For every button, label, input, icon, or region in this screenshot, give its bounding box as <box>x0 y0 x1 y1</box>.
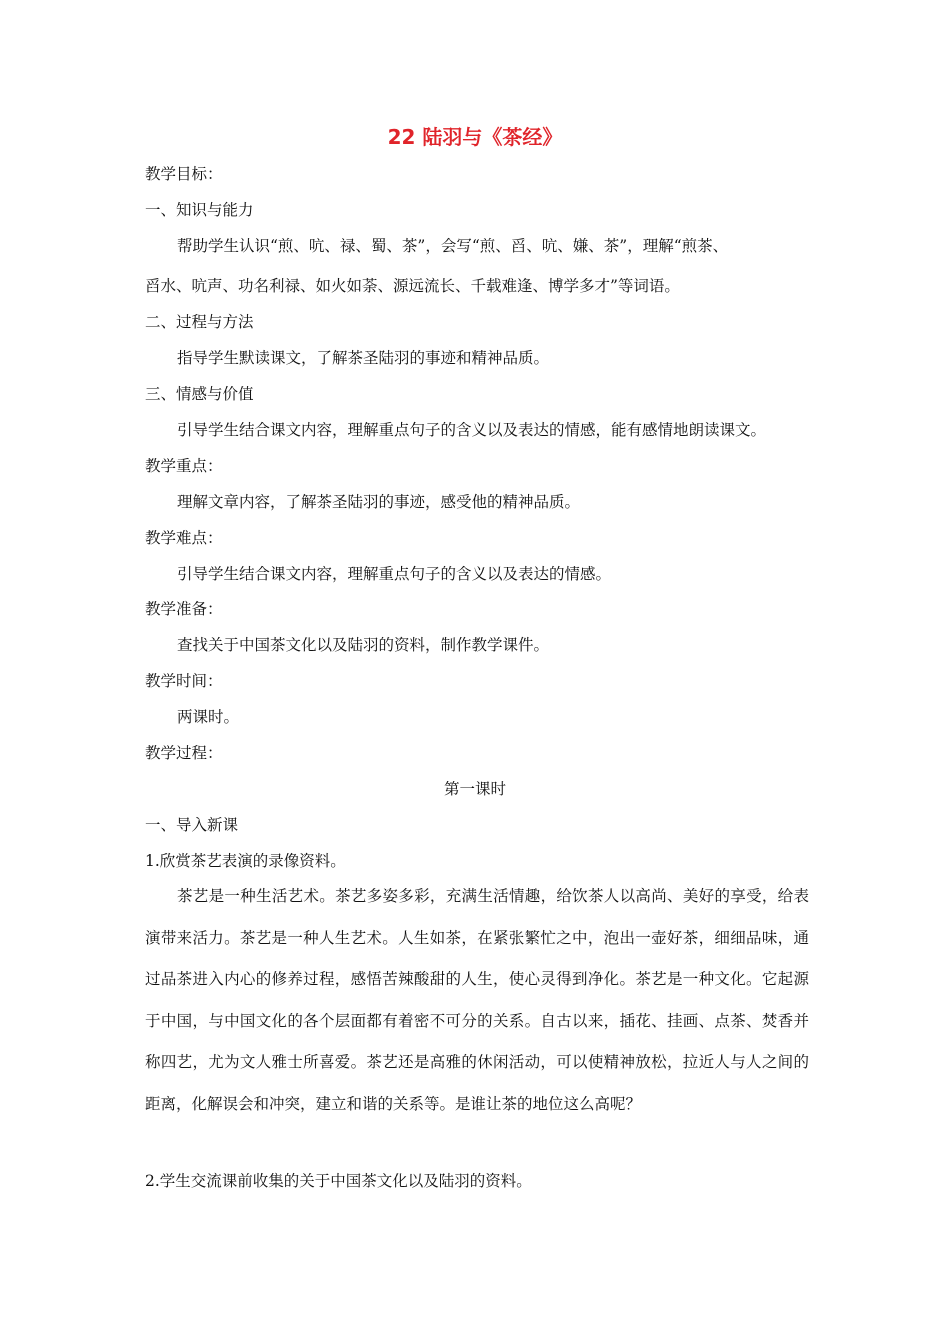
time-text: 两课时。 <box>177 708 240 726</box>
emotion-text: 引导学生结合课文内容，理解重点句子的含义以及表达的情感，能有感情地朗读课文。 <box>177 421 767 439</box>
procedure-heading: 教学过程： <box>145 744 223 762</box>
step-1: 1.欣赏茶艺表演的录像资料。 <box>145 852 346 870</box>
time-heading: 教学时间： <box>145 672 223 690</box>
process-text: 指导学生默读课文，了解茶圣陆羽的事迹和精神品质。 <box>177 349 550 367</box>
key-points-heading: 教学重点： <box>145 457 223 475</box>
objectives-heading: 教学目标： <box>145 165 223 183</box>
key-points-text: 理解文章内容，了解茶圣陆羽的事迹，感受他的精神品质。 <box>177 493 581 511</box>
preparation-heading: 教学准备： <box>145 600 223 618</box>
knowledge-text-line1: 帮助学生认识“煎、吭、禄、蜀、茶”，会写“煎、舀、吭、嫌、茶”，理解“煎茶、 <box>177 237 729 255</box>
tea-art-paragraph: 茶艺是一种生活艺术。茶艺多姿多彩，充满生活情趣，给饮茶人以高尚、美好的享受，给表演带来活力。茶艺是一种人生艺术。人生如茶，在紧张繁忙之中，泡出一壶好茶，细细品味，通过品茶进入内心的修养过程，感悟苦辣酸甜的人生，使心灵得到净化。茶艺是一种文化。它起源于中国，与中国文化的各个层面都有着密不可分的关系。自古以来，插花、挂画、点茶、焚香并称四艺，尤为文人雅士所喜爱。茶艺还是高雅的休闲活动，可以使精神放松，拉近人与人之间的距离，化解误会和冲突，建立和谐的关系等。是谁让茶的地位这么高呢？ <box>145 887 809 1113</box>
preparation-text: 查找关于中国茶文化以及陆羽的资料，制作教学课件。 <box>177 636 550 654</box>
emotion-heading: 三、情感与价值 <box>145 385 254 403</box>
difficulties-heading: 教学难点： <box>145 529 223 547</box>
document-title: 22 陆羽与《茶经》 <box>387 125 563 149</box>
knowledge-text-line2: 舀水、吭声、功名利禄、如火如荼、源远流长、千载难逢、博学多才”等词语。 <box>145 277 680 295</box>
section-intro-heading: 一、导入新课 <box>145 816 239 834</box>
knowledge-heading: 一、知识与能力 <box>145 201 254 219</box>
lesson-title: 第一课时 <box>443 780 506 798</box>
step-2: 2.学生交流课前收集的关于中国茶文化以及陆羽的资料。 <box>145 1172 532 1190</box>
difficulties-text: 引导学生结合课文内容，理解重点句子的含义以及表达的情感。 <box>177 565 612 583</box>
process-heading: 二、过程与方法 <box>145 313 254 331</box>
